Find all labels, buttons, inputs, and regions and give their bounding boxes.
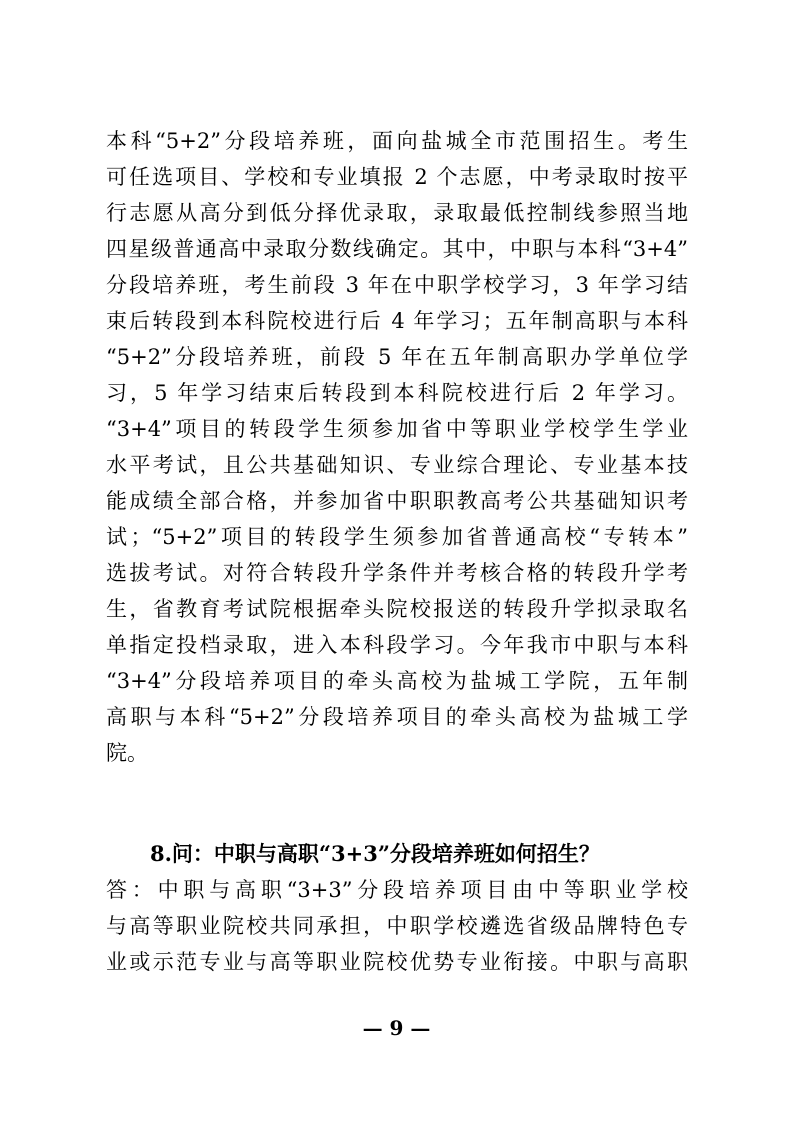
body-paragraph xyxy=(106,123,688,771)
paragraph-line: 院。 xyxy=(106,741,148,765)
paragraph-line: 高职与本科“5+2”分段培养项目的牵头高校为盐城工学 xyxy=(106,705,688,729)
page-number: — 9 — xyxy=(362,1016,431,1040)
paragraph-line: 四星级普通高中录取分数线确定。其中，中职与本科“3+4” xyxy=(106,237,688,261)
paragraph-line: 试；“5+2”项目的转段学生须参加省普通高校“专转本” xyxy=(106,525,688,549)
paragraph-line: 能成绩全部合格，并参加省中职职教高考公共基础知识考 xyxy=(106,489,688,513)
paragraph-line: 本科“5+2”分段培养班，面向盐城全市范围招生。考生 xyxy=(106,129,688,153)
paragraph-line: 与高等职业院校共同承担，中职学校遴选省级品牌特色专 xyxy=(106,914,688,938)
paragraph-line: 行志愿从高分到低分择优录取，录取最低控制线参照当地 xyxy=(106,201,688,225)
paragraph-line: 生，省教育考试院根据牵头院校报送的转段升学拟录取名 xyxy=(106,597,688,621)
paragraph-line: 束后转段到本科院校进行后 4 年学习；五年制高职与本科 xyxy=(106,309,688,333)
paragraph-line: 水平考试，且公共基础知识、专业综合理论、专业基本技 xyxy=(106,453,688,477)
paragraph-line: “5+2”分段培养班，前段 5 年在五年制高职办学单位学 xyxy=(106,345,688,369)
paragraph-line: “3+4”分段培养项目的牵头高校为盐城工学院，五年制 xyxy=(106,669,688,693)
answer-paragraph xyxy=(106,872,688,980)
paragraph-line: 分段培养班，考生前段 3 年在中职学校学习，3 年学习结 xyxy=(106,273,688,297)
paragraph-line: “3+4”项目的转段学生须参加省中等职业学校学生学业 xyxy=(106,417,688,441)
paragraph-line: 答：中职与高职“3+3”分段培养项目由中等职业学校 xyxy=(106,878,688,902)
paragraph-line: 业或示范专业与高等职业院校优势专业衔接。中职与高职 xyxy=(106,950,688,974)
paragraph-line: 单指定投档录取，进入本科段学习。今年我市中职与本科 xyxy=(106,633,688,657)
question-heading: 8.问：中职与高职“3+3”分段培养班如何招生？ xyxy=(150,841,600,866)
paragraph-line: 选拔考试。对符合转段升学条件并考核合格的转段升学考 xyxy=(106,561,688,585)
paragraph-line: 可任选项目、学校和专业填报 2 个志愿，中考录取时按平 xyxy=(106,165,688,189)
paragraph-line: 习，5 年学习结束后转段到本科院校进行后 2 年学习。 xyxy=(106,381,688,405)
